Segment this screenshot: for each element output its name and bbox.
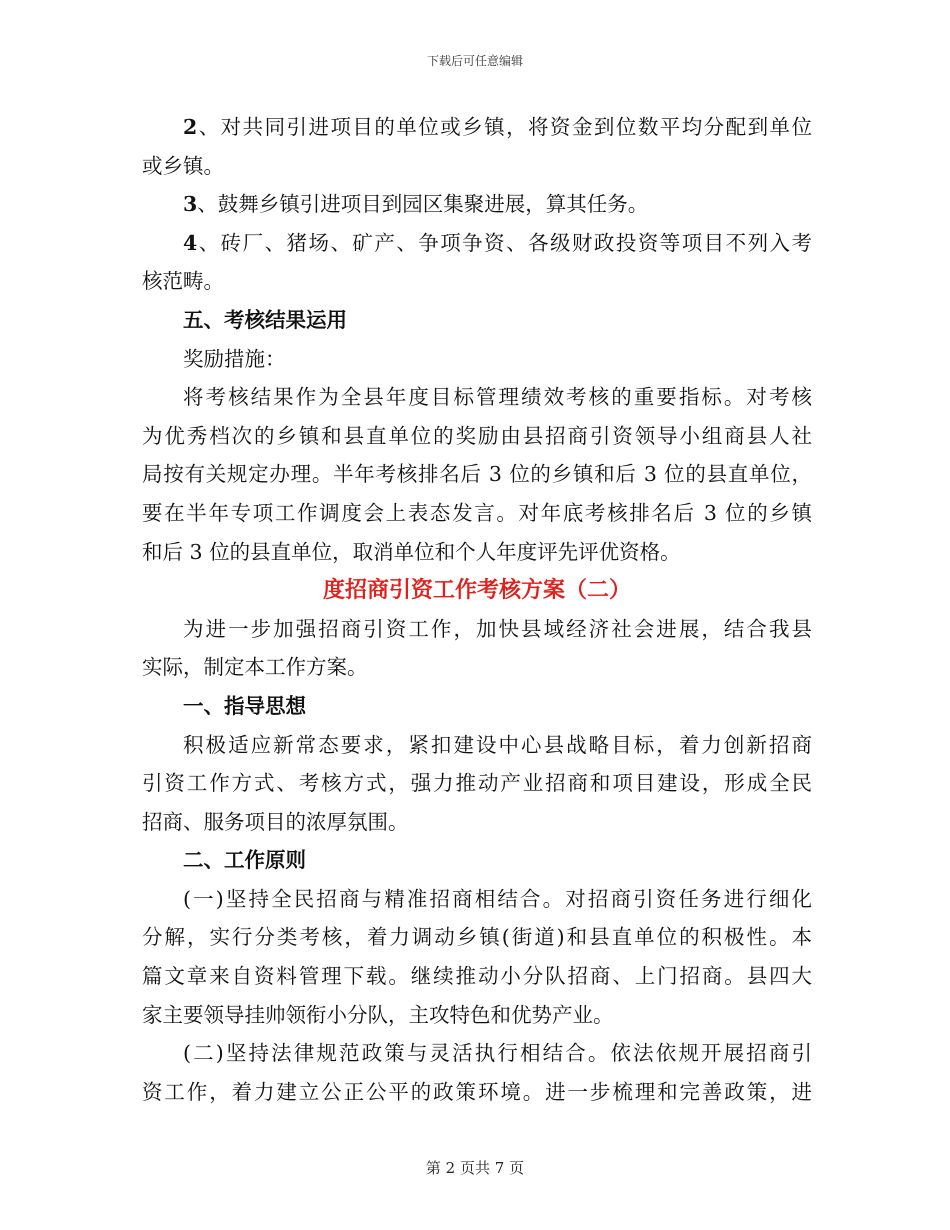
item-4-line-1: 4、砖厂、猪场、矿产、争项争资、各级财政投资等项目不列入考 xyxy=(183,230,812,255)
section-5-heading: 五、考核结果运用 xyxy=(183,307,347,332)
section-1-para-line: 引资工作方式、考核方式，强力推动产业招商和项目建设，形成全民 xyxy=(142,771,812,796)
reward-para-line: 将考核结果作为全县年度目标管理绩效考核的重要指标。对考核 xyxy=(183,385,812,410)
section-2-heading: 二、工作原则 xyxy=(183,848,306,873)
reward-para-line: 为优秀档次的乡镇和县直单位的奖励由县招商引资领导小组商县人社 xyxy=(142,423,812,448)
page-footer-page-number: 第 2 页共 7 页 xyxy=(425,1159,525,1177)
item-2-number: 2 xyxy=(183,115,198,139)
principle-1-para-line: 篇文章来自资料管理下载。继续推动小分队招商、上门招商。县四大 xyxy=(142,964,812,989)
reward-para-line: 要在半年专项工作调度会上表态发言。对年底考核排名后 3 位的乡镇 xyxy=(142,500,812,525)
principle-1-para-line: 家主要领导挂帅领衔小分队，主攻特色和优势产业。 xyxy=(142,1002,614,1027)
reward-para-line: 局按有关规定办理。半年考核排名后 3 位的乡镇和后 3 位的县直单位， xyxy=(142,462,812,487)
principle-1-para-line: (一)坚持全民招商与精准招商相结合。对招商引资任务进行细化 xyxy=(183,886,812,911)
section-1-para-line: 积极适应新常态要求，紧扣建设中心县战略目标，着力创新招商 xyxy=(183,732,812,757)
reward-para-line: 和后 3 位的县直单位，取消单位和个人年度评先评优资格。 xyxy=(142,539,681,564)
document-title: 度招商引资工作考核方案（二） xyxy=(322,577,631,604)
intro-para-line: 实际，制定本工作方案。 xyxy=(142,655,368,680)
document-body xyxy=(142,108,812,1111)
section-1-heading: 一、指导思想 xyxy=(183,693,306,718)
section-1-para-line: 招商、服务项目的浓厚氛围。 xyxy=(142,809,409,834)
item-2-line-1: 2、对共同引进项目的单位或乡镇，将资金到位数平均分配到单位 xyxy=(183,115,812,139)
item-4-line-2: 核范畴。 xyxy=(142,269,224,294)
principle-1-para-line: 分解，实行分类考核，着力调动乡镇(街道)和县直单位的积极性。本 xyxy=(142,925,812,950)
item-3-number: 3 xyxy=(183,192,198,217)
intro-para-line: 为进一步加强招商引资工作，加快县域经济社会进展，结合我县 xyxy=(183,616,812,641)
item-4-number: 4 xyxy=(183,230,198,255)
reward-label: 奖励措施： xyxy=(183,346,286,371)
principle-2-para-line: (二)坚持法律规范政策与灵活执行相结合。依法依规开展招商引 xyxy=(183,1041,812,1066)
item-3-line: 3、鼓舞乡镇引进项目到园区集聚进展，算其任务。 xyxy=(183,192,649,217)
principle-2-para-line: 资工作，着力建立公正公平的政策环境。进一步梳理和完善政策，进 xyxy=(142,1079,812,1104)
item-2-line-2: 或乡镇。 xyxy=(142,153,224,178)
page-header-note: 下载后可任意编辑 xyxy=(426,54,523,68)
